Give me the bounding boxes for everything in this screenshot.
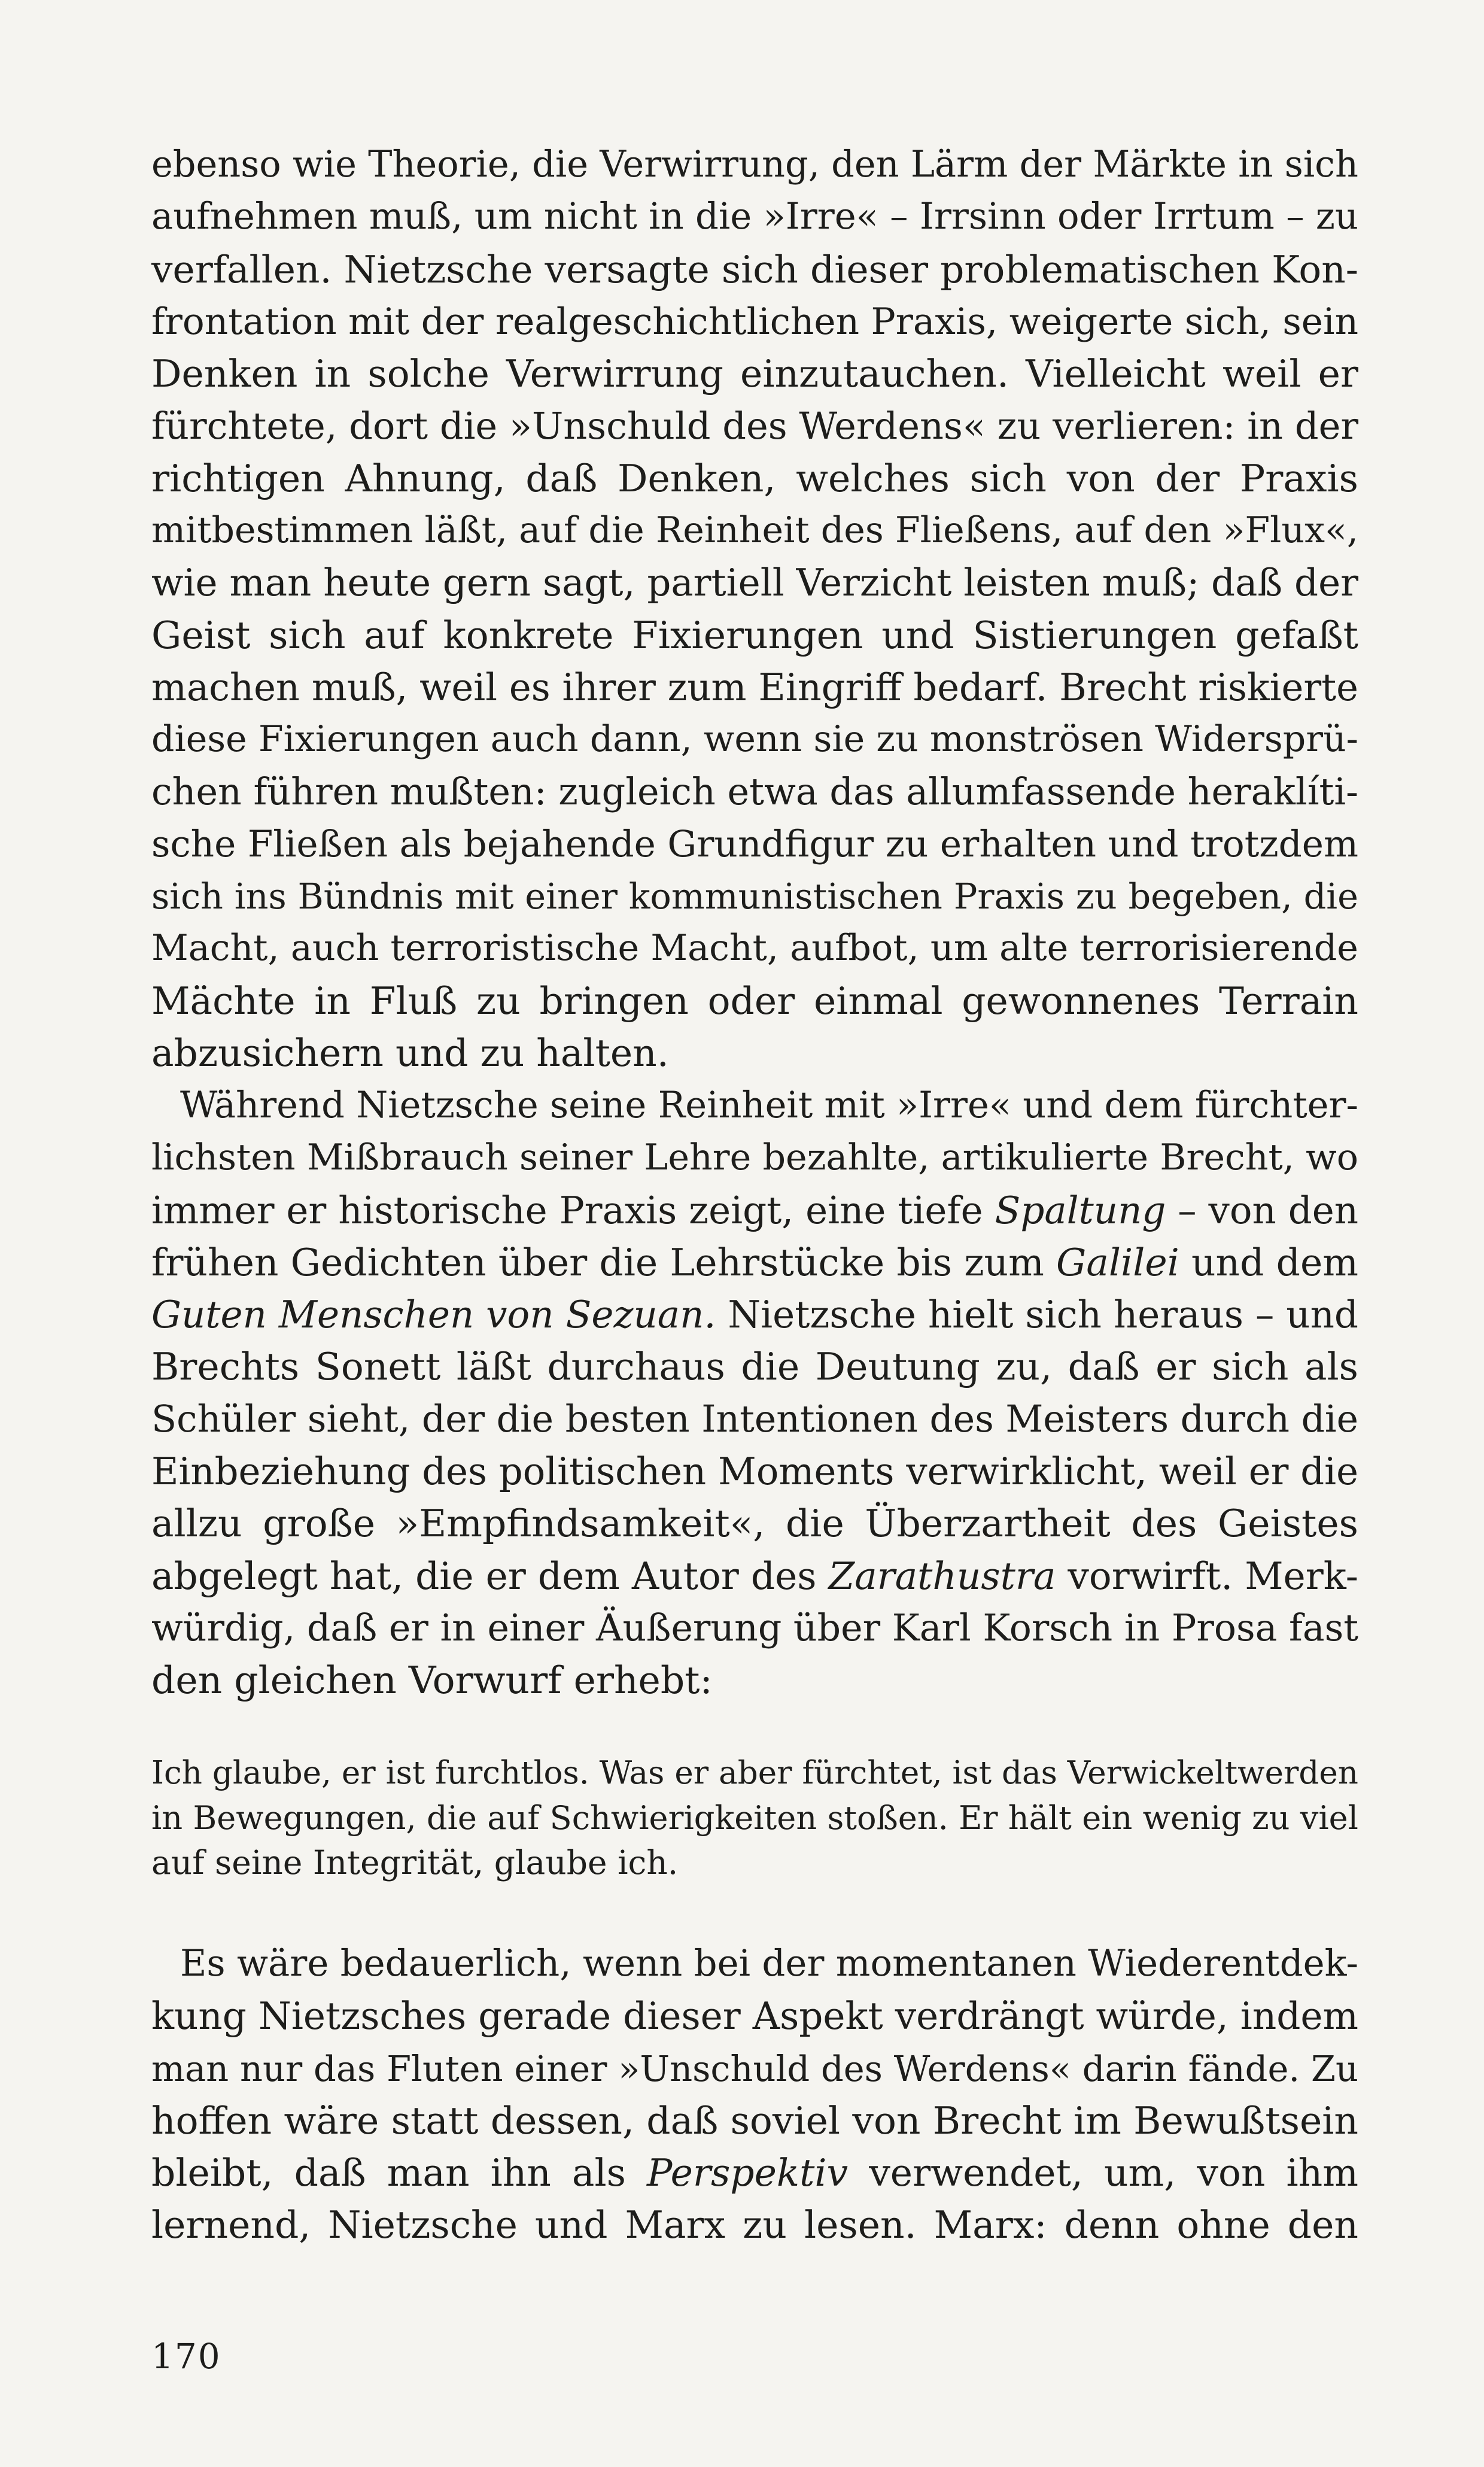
text-line: hoffen wäre statt dessen, daß soviel von Brecht im Bewußtsein	[151, 2098, 1358, 2143]
text-line: den gleichen Vorwurf erhebt:	[151, 1658, 713, 1703]
text-segment: vorwirft. Merk-	[1056, 1554, 1358, 1598]
emphasis-galilei: Galilei	[1056, 1240, 1179, 1284]
emphasis-perspektiv: Perspektiv	[647, 2151, 849, 2195]
text-line: diese Fixierungen auch dann, wenn sie zu monströsen Widersprü-	[151, 718, 1358, 761]
text-line	[151, 2147, 1358, 2199]
text-line: chen führen mußten: zugleich etwa das allumfassende heraklíti-	[151, 770, 1358, 813]
text-line: Während Nietzsche seine Reinheit mit »Irre« und dem fürchter-	[180, 1084, 1358, 1126]
page-number: 170	[151, 2336, 221, 2377]
text-segment: immer er historische Praxis zeigt, eine tiefe	[151, 1188, 995, 1232]
paragraph-1	[151, 139, 1358, 1079]
text-line: Denken in solche Verwirrung einzutauchen. Vielleicht weil er	[151, 352, 1358, 396]
text-line	[151, 1289, 1358, 1341]
quote-line: auf seine Integrität, glaube ich.	[151, 1843, 679, 1882]
text-segment: und dem	[1179, 1240, 1358, 1284]
text-line: ebenso wie Theorie, die Verwirrung, den Lärm der Märkte in sich	[151, 144, 1358, 186]
text-segment: verwendet, um, von ihm	[848, 2151, 1358, 2195]
text-line: man nur das Fluten einer »Unschuld des Werdens« darin fände. Zu	[151, 2047, 1358, 2089]
text-line: lichsten Mißbrauch seiner Lehre bezahlte, artikulierte Brecht, wo	[151, 1137, 1358, 1179]
block-quote	[151, 1751, 1358, 1885]
text-line: sche Fließen als bejahende Grundfigur zu erhalten und trotzdem	[151, 822, 1358, 865]
text-line: wie man heute gern sagt, partiell Verzicht leisten muß; daß der	[151, 561, 1358, 605]
text-line: Es wäre bedauerlich, wenn bei der momentanen Wiederentdek-	[180, 1943, 1358, 1985]
text-line: Brechts Sonett läßt durchaus die Deutung zu, daß er sich als	[151, 1345, 1358, 1389]
emphasis-spaltung: Spaltung	[995, 1188, 1166, 1232]
paragraph-3	[151, 1938, 1358, 2252]
text-line: Geist sich auf konkrete Fixierungen und Sistierungen gefaßt	[151, 613, 1358, 657]
text-line: kung Nietzsches gerade dieser Aspekt verdrängt würde, indem	[151, 1994, 1358, 2038]
text-line: aufnehmen muß, um nicht in die »Irre« – Irrsinn oder Irrtum – zu	[151, 196, 1358, 238]
text-line: Schüler sieht, der die besten Intentionen des Meisters durch die	[151, 1397, 1358, 1441]
text-segment: – von den	[1166, 1188, 1359, 1232]
text-line: frontation mit der realgeschichtlichen Praxis, weigerte sich, sein	[151, 300, 1358, 343]
text-line: machen muß, weil es ihrer zum Eingriff bedarf. Brecht riskierte	[151, 665, 1358, 709]
text-line: lernend, Nietzsche und Marx zu lesen. Marx: denn ohne den	[151, 2203, 1358, 2247]
text-line	[151, 1236, 1358, 1289]
paragraph-2	[151, 1080, 1358, 1707]
text-line	[151, 1184, 1358, 1236]
text-line: Mächte in Fluß zu bringen oder einmal gewonnenes Terrain	[151, 979, 1358, 1023]
text-line: mitbestimmen läßt, auf die Reinheit des Fließens, auf den »Flux«,	[151, 509, 1358, 552]
text-line: Einbeziehung des politischen Moments verwirklicht, weil er die	[151, 1450, 1358, 1494]
text-segment: Nietzsche hielt sich heraus – und	[716, 1293, 1358, 1337]
quote-line: Ich glaube, er ist furchtlos. Was er aber fürchtet, ist das Verwickeltwerden	[151, 1754, 1358, 1791]
text-line: verfallen. Nietzsche versagte sich dieser problematischen Kon-	[151, 247, 1358, 291]
text-line: Macht, auch terroristische Macht, aufbot, um alte terrorisierende	[151, 927, 1358, 970]
text-segment: abgelegt hat, die er dem Autor des	[151, 1554, 829, 1598]
text-line	[151, 1550, 1358, 1602]
emphasis-sezuan: Guten Menschen von Sezuan.	[151, 1293, 716, 1337]
text-line: fürchtete, dort die »Unschuld des Werdens« zu verlieren: in der	[151, 404, 1358, 448]
text-line: abzusichern und zu halten.	[151, 1031, 669, 1075]
text-line: richtigen Ahnung, daß Denken, welches sich von der Praxis	[151, 456, 1358, 500]
emphasis-zarathustra: Zarathustra	[828, 1554, 1056, 1598]
quote-line: in Bewegungen, die auf Schwierigkeiten stoßen. Er hält ein wenig zu viel	[151, 1799, 1358, 1837]
text-line: sich ins Bündnis mit einer kommunistischen Praxis zu begeben, die	[151, 876, 1358, 917]
text-segment: frühen Gedichten über die Lehrstücke bis zum	[151, 1240, 1057, 1284]
text-line: allzu große »Empfindsamkeit«, die Überzartheit des Geistes	[151, 1502, 1358, 1546]
text-line: würdig, daß er in einer Äußerung über Karl Korsch in Prosa fast	[151, 1606, 1358, 1649]
text-segment: bleibt, daß man ihn als	[151, 2151, 647, 2195]
